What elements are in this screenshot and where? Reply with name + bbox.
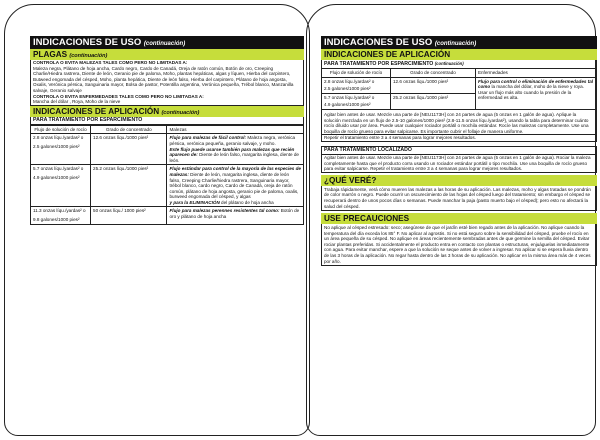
flow-value: 5.7 onzas líqu./yardas² o xyxy=(33,166,84,172)
table-row xyxy=(322,77,596,93)
left-indic-title: INDICACIONES DE APLICACIÓN (continuación) xyxy=(30,106,304,117)
left-rate-table xyxy=(30,125,304,225)
prec-title: USE PRECAUCIONES xyxy=(321,213,597,224)
right-sub-title: PARA TRATAMIENTO POR ESPARCIMIENTO (continuación) xyxy=(322,60,596,69)
local-instructions: Agitar bien antes de usar. Mezcle una parte de [NEU1173H] con 24 partes de agua (5 onzas en 1 galón de agua). Rociar la maleza completamente hasta que el producto corra usando un rociador estándar portátil o tipo mochila. Use una boquilla de rocío grueso para evitar salpicarse. Repetir el tratamiento entre 3 a 4 semanas para lograr mejores resultados. xyxy=(324,154,591,172)
conc-value: 50 onzas líqu./ 1000 pies² xyxy=(91,207,167,224)
que-text: Trabaja rápidamente, verá cómo mueren las malezas a las horas de su aplicación. Las malezas, moho y algas tratadas se pondrán de color marrón o negro. Puede ocurrir un oscurecimiento de las hojas del césped luego del tratamiento; sin embargo el césped se recuperará dentro de unos pocos días o semanas. Puede manchar la paja (pasto muerto bajo el césped); pero esto no afectará la salud del césped. xyxy=(324,186,591,209)
flow-value: 11.3 onzas líqu./yardas² o xyxy=(33,208,86,214)
right-title: INDICACIONES DE USO (continuación) xyxy=(321,36,597,49)
que-title: ¿QUÉ VERÉ? xyxy=(321,175,597,186)
right-col-diseases: Enfermedades xyxy=(475,69,596,77)
disease-cell: Flujo para control o eliminación de enfermedades tal como la mancha del dólar, moho de la nieve y roya. Usar un flujo más alto cuando la presión de la enfermedad es alta. xyxy=(475,77,596,109)
spread-instructions: Agitar bien antes de usar. Mezcle una parte de [NEU1173H] con 24 partes de agua (5 onzas en 1 galón de agua). Aplique la solución mezclada en un flujo de 2.5-10 galones/1000 pies² (2.8-11.5 onzas líqu./yardas²), usando la tabla para determinar cuánto rocío diluido usar por área. Puede usar cualquier rociador portátil o mochila estándar. Rocíe las malezas completamente. Use una boquilla de rocío grueso para evitar salpicarse. Es importante cubrir el follaje de manera uniforme. xyxy=(324,111,589,134)
flow-value-alt: 9.8 galones/1000 pies² xyxy=(33,217,80,223)
table-row xyxy=(31,134,304,165)
que-box xyxy=(321,186,597,211)
right-panel xyxy=(321,36,597,266)
control2-heading: CONTROLA O EVITA ENFERMEDADES TALES COMO PERO NO LIMITADAS A: xyxy=(33,93,204,99)
conc-value: 25.2 onzas líqu./1000 pies² xyxy=(391,93,476,109)
control2-body: Mancha del dólar , Roya, Moho de la nieve xyxy=(33,99,121,105)
plagas-box xyxy=(30,60,304,106)
left-title: INDICACIONES DE USO (continuación) xyxy=(30,36,304,49)
left-panel xyxy=(30,36,304,225)
flow-value-alt: 2.5 galones/1000 pies² xyxy=(324,86,371,92)
weed-cell: Flujo para malezas de fácil control: Maleza negra, verónica pérsica, verónica pequeña, geranio salvaje, y moho. Este flujo puede usarse también para malezas que recién aparecen de: Diente de león falso, margarita inglesa, diente de león. xyxy=(167,134,304,165)
flow-value-alt: 4.9 galones/1000 pies² xyxy=(33,174,80,180)
prec-text: No aplique al césped estresado: seco; asegúrese de que el jardín esté bien regado antes de la aplicación. No aplique cuando la temperatura del día exceda los 85° F. No aplicar al agrostis. Si no está seguro sobre la sensibilidad del césped, pruebe el rocío en un área pequeña de su césped. No aplique en áreas recientemente sembradas antes de que germine la semilla del césped. Evitar rociar plantas preferidas. Si accidentalmente el producto entra en contacto con plantas o estructuras, enjuáguelas inmediatamente con agua. Para evitar manchar, espere a que la solución se seque antes de volver a ingresar. No aplicar si se espera lluvia dentro de las 3 horas de la aplicación. No regar hasta dentro de las 3 horas de su aplicación. No aplicar en la misma área más de 4 veces por año. xyxy=(324,225,591,264)
weed-cell: Flujo para malezas perennes resistentes tal como: Botón de oro y plátano de hoja ancha xyxy=(167,207,304,224)
conc-value: 12.6 onzas líqu./1000 pies² xyxy=(391,77,476,93)
spread-repeat: Repetir el tratamiento entre 3 a 4 semanas para lograr mejores resultados. xyxy=(322,134,596,141)
conc-value: 25.2 onzas líqu./1000 pies² xyxy=(91,165,167,207)
control1-heading: CONTROLA O EVITA MALEZAS TALES COMO PERO NO LIMITADAS A: xyxy=(33,60,188,65)
flow-value-alt: 2.5 galones/1000 pies² xyxy=(33,143,80,149)
left-col-conc: Grado de concentrado xyxy=(91,125,167,134)
flow-value-alt: 4.9 galones/1000 pies² xyxy=(324,102,371,108)
weed-cell: Flujo estándar para control de la mayoría de las especies de malezas: Diente de león, margarita inglesa, diente de león falso, Creeping Charlie/hiedra rastrera, Sanguinaria mayor, trébol blanco, cardo negro, Cardo de Canadá, oreja de ratón común, plátano de hoja angosta, geranio pie de paloma, oxalis, burweed engomada del césped, y algas y para la ELIMINACIÓN del plátano de hoja ancha xyxy=(167,165,304,207)
right-col-flow: Flujo de solución de rocío xyxy=(322,69,391,77)
plagas-title: PLAGAS (continuación) xyxy=(30,49,304,60)
flow-value: 2.8 onzas líqu./yardas² o xyxy=(33,135,84,141)
left-sub-title: PARA TRATAMIENTO POR ESPARCIMIENTO xyxy=(30,117,304,125)
right-indic-title: INDICACIONES DE APLICACIÓN xyxy=(321,49,597,60)
spread-box xyxy=(321,60,597,142)
conc-value: 12.6 onzas líqu./1000 pies² xyxy=(91,134,167,165)
control1-body: Maleza negra, Plátano de hoja ancha, Cardo negro, Cardo de Canadá, Oreja de ratón común, Botón de oro, Creeping Charlie/Hiedra rastrera, Diente de león, Geranio pie de paloma, Moho, plantas hepáticas, algas y líquen, Hierba del carpintero, Butweed engomada del césped, Moho, planta hepática, Diente de león falso, Hierba del carpintero, Plátano de hoja angosta, Oxalis, Verónica pérsica, Sanguinaria mayor, Bolsa de pastor, Potentilla argentina, Verónica pequeña, Trébol blanco, Manzanilla salvaje, Geranio salvaje xyxy=(33,65,294,93)
left-col-flow: Flujo de solución de rocío xyxy=(31,125,91,134)
flow-value: 2.8 onzas líqu./yardas² o xyxy=(324,78,375,84)
left-col-weeds: Malezas xyxy=(167,125,304,134)
flow-value: 5.7 onzas líqu./yardas² o xyxy=(324,94,375,100)
right-rate-table xyxy=(322,69,596,110)
table-row xyxy=(31,207,304,224)
right-col-conc: Grado de concentrado xyxy=(391,69,476,77)
table-row xyxy=(31,165,304,207)
local-box xyxy=(321,146,597,173)
prec-box xyxy=(321,224,597,266)
local-title: PARA TRATAMIENTO LOCALIZADO xyxy=(322,147,596,155)
